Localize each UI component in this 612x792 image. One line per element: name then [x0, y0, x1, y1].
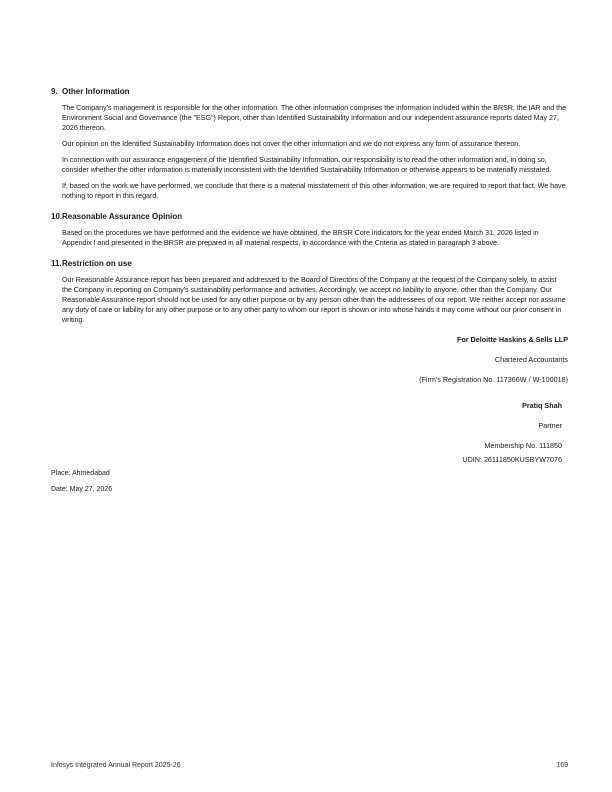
- section-number: 11.: [51, 259, 62, 268]
- section-number: 9.: [51, 87, 58, 96]
- section-restriction-on-use: [51, 258, 568, 325]
- section-title: Other Information: [62, 87, 130, 96]
- footer-page-number: 169: [556, 762, 568, 769]
- firm-registration: (Firm's Registration No. 117366W / W-100018): [419, 375, 568, 384]
- section-heading: [51, 86, 568, 97]
- place: Place: Ahmedabad: [51, 470, 110, 477]
- paragraph: Based on the procedures we have performed and the evidence we have obtained, the BRSR Core indicators for the year ended March 31, 2026 listed in Appendix I and presented in the BRSR are prepared in all material respects, in accordance with the Criteria as stated in paragraph 3 above.: [62, 228, 539, 247]
- signatory-name: Pratiq Shah: [522, 401, 562, 410]
- footer-report-name: Infosys Integrated Annual Report 2025-26: [51, 762, 181, 769]
- signature-block: [51, 335, 568, 465]
- section-title: Restriction on use: [62, 259, 132, 268]
- section-title: Reasonable Assurance Opinion: [62, 212, 183, 221]
- paragraph: In connection with our assurance engagement of the Identified Sustainability Information, our responsibility is to read the other information and, in doing so, consider whether the other information is materially inconsistent with the Identified Sustainability Information or otherwise appears to be materially misstated.: [62, 155, 552, 174]
- firm-name: For Deloitte Haskins & Sells LLP: [456, 335, 568, 344]
- udin: UDIN: 26111850KUSBYW7076: [462, 455, 562, 464]
- section-heading: [51, 258, 568, 269]
- section-number: 10.: [51, 212, 63, 221]
- paragraph: If, based on the work we have performed, we conclude that there is a material misstatement of this other information, we are required to report that fact. We have nothing to report in this regard.: [62, 181, 566, 200]
- section-reasonable-assurance-opinion: [51, 211, 568, 248]
- paragraph: Our opinion on the Identified Sustainability Information does not cover the other information and we do not express any form of assurance thereon.: [62, 139, 521, 148]
- page-content: [51, 86, 568, 495]
- paragraph: Our Reasonable Assurance report has been prepared and addressed to the Board of Directors of the Company at the request of the Company solely, to assist the Company in reporting on Company's sustainability performance and activities. Accordingly, we accept no liability to anyone, other than the Company. Our Reasonable Assurance report should not be used for any other purpose or by any person other than the addressees of our report. We neither accept nor assume any duty of care or liability for any other purpose or to any other party to whom our report is shown or into whose hands it may come without our prior consent in writing.: [62, 275, 566, 324]
- signatory-title: Partner: [538, 421, 562, 430]
- paragraph: The Company's management is responsible for the other information. The other information comprises the information included within the BRSR, the IAR and the Environment Social and Governance (the "ESG") Report, other than Identified Sustainability Information and our independent assurance reports dated May 27, 2026 thereon.: [62, 103, 567, 132]
- section-other-information: [51, 86, 568, 201]
- firm-role: Chartered Accountants: [494, 355, 568, 364]
- section-heading: [51, 211, 568, 222]
- date: Date: May 27, 2026: [51, 486, 113, 493]
- membership-number: Membership No. 111850: [484, 441, 562, 450]
